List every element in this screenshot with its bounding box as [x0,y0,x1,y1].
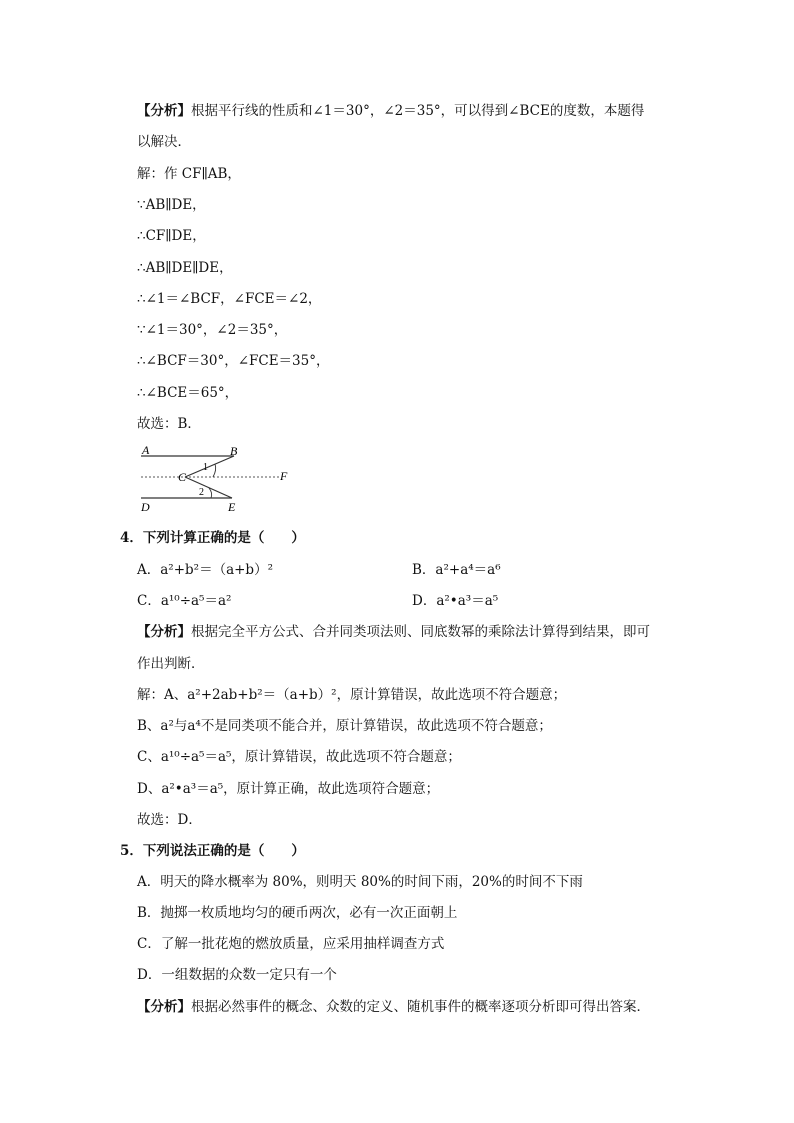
q3-step-6: ∴∠BCF＝30°，∠FCE＝35°， [137,353,330,369]
label-c: C [178,470,187,484]
q4-stem: 4．下列计算正确的是（ ） [120,530,305,546]
q4-analysis-text-1: 根据完全平方公式、合并同类项法则、同底数幂的乘除法计算得到结果，即可 [191,624,650,640]
q4-option-d: D．a²•a³＝a⁵ [412,593,499,609]
q3-step-1: ∵AB∥DE， [137,197,206,213]
label-f: F [280,469,288,483]
q3-step-7: ∴∠BCE＝65°， [137,385,239,401]
q5-option-d: D．一组数据的众数一定只有一个 [137,967,337,983]
segment-bc [185,456,234,477]
q4-analysis-line-1 [137,622,650,642]
label-angle-2: 2 [199,487,204,498]
segment-ce [185,477,232,498]
q5-option-a: A．明天的降水概率为 80%，则明天 80%的时间下雨，20%的时间不下雨 [137,874,583,890]
q4-analysis-label: 【分析】 [137,624,191,640]
q4-step-0: 解：A、a²+2ab+b²＝（a+b）²，原计算错误，故此选项不符合题意； [137,687,567,703]
q4-option-a: A．a²+b²＝（a+b）² [137,562,273,578]
q3-analysis-text-1: 根据平行线的性质和∠1＝30°，∠2＝35°，可以得到∠BCE的度数，本题得 [191,103,645,119]
q4-step-3: D、a²•a³＝a⁵，原计算正确，故此选项符合题意； [137,781,440,797]
q3-step-2: ∴CF∥DE， [137,228,206,244]
angle-1-arc [213,464,216,477]
parallel-lines-figure [137,443,307,513]
label-angle-1: 1 [203,462,208,473]
q5-analysis-line-1 [137,997,650,1017]
q4-option-c: C．a¹⁰÷a⁵＝a² [137,593,232,609]
q4-option-b: B．a²+a⁴＝a⁶ [412,562,501,578]
q4-step-1: B、a²与a⁴不是同类项不能合并，原计算错误，故此选项不符合题意； [137,718,552,734]
q5-option-c: C．了解一批花炮的燃放质量，应采用抽样调查方式 [137,936,445,952]
q3-step-5: ∵∠1＝30°，∠2＝35°， [137,322,288,338]
q3-step-0: 解：作 CF∥AB， [137,166,241,182]
q3-step-8: 故选：B． [137,416,201,432]
label-b: B [230,444,238,458]
q3-analysis-line-2: 以解决． [137,134,191,150]
q5-stem: 5．下列说法正确的是（ ） [120,843,305,859]
label-d: D [141,500,150,513]
label-a: A [142,443,150,457]
label-e: E [228,500,236,513]
angle-2-arc [209,488,212,498]
q4-analysis-line-2: 作出判断． [137,656,205,672]
q4-step-4: 故选：D． [137,812,202,828]
q3-analysis-label: 【分析】 [137,103,191,119]
q5-analysis-text-1: 根据必然事件的概念、众数的定义、随机事件的概率逐项分析即可得出答案． [191,999,650,1015]
q3-step-4: ∴∠1＝∠BCF，∠FCE＝∠2， [137,291,322,307]
q5-analysis-label: 【分析】 [137,999,191,1015]
q5-option-b: B．抛掷一枚质地均匀的硬币两次，必有一次正面朝上 [137,905,458,921]
q3-step-3: ∴AB∥DE∥DE， [137,260,233,276]
q4-step-2: C、a¹⁰÷a⁵＝a⁵，原计算错误，故此选项不符合题意； [137,749,461,765]
q3-analysis-line-1 [137,101,644,121]
